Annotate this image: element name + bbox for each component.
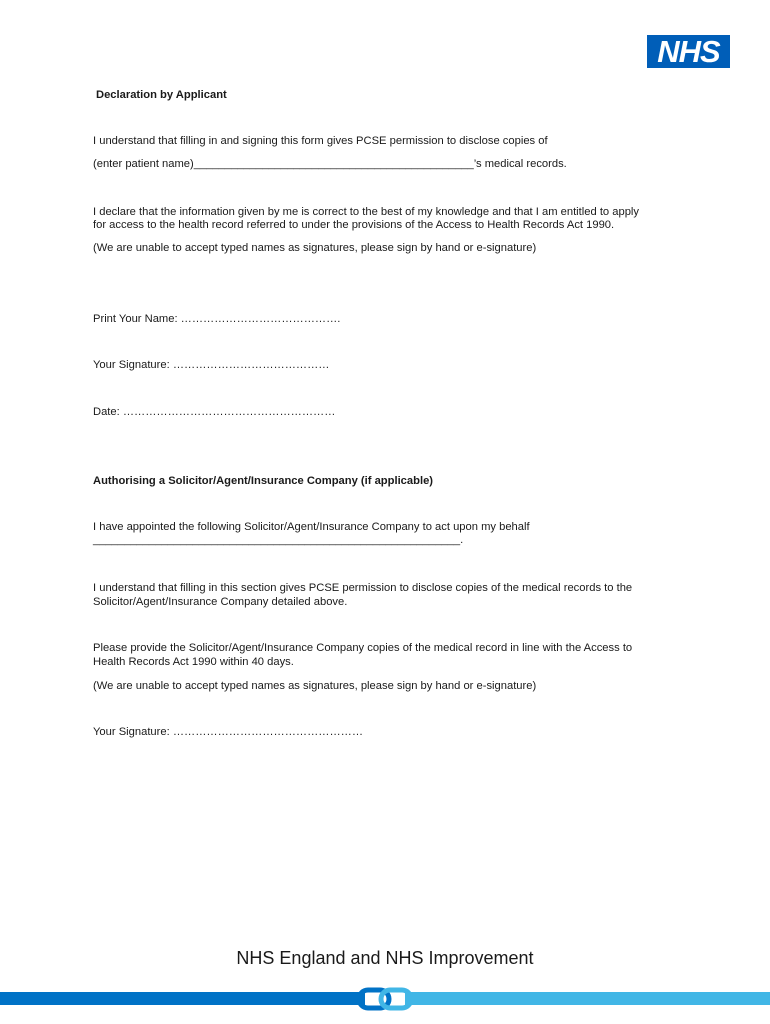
nhs-logo: NHS — [647, 35, 730, 68]
declaration-line1: I understand that filling in and signing this form gives PCSE permission to disclose copies of — [93, 135, 548, 147]
patient-name-field[interactable]: (enter patient name)_____________________________________________’s medical records. — [93, 158, 567, 170]
understand-line2: Solicitor/Agent/Insurance Company detailed above. — [93, 596, 348, 608]
declaration-note: (We are unable to accept typed names as signatures, please sign by hand or e-signature) — [93, 242, 537, 254]
declaration-heading: Declaration by Applicant — [96, 89, 227, 101]
declaration-para2-line1: I declare that the information given by me is correct to the best of my knowledge and that I am entitled to apply — [93, 206, 639, 218]
footer-bar-dark — [0, 992, 365, 1005]
footer-title: NHS England and NHS Improvement — [236, 948, 534, 968]
agent-name-field[interactable]: ___________________________________________________________. — [93, 534, 464, 546]
print-name-field[interactable]: Print Your Name: ……………………………………. — [93, 313, 341, 325]
authorising-heading: Authorising a Solicitor/Agent/Insurance Company (if applicable) — [93, 475, 434, 487]
date-field[interactable]: Date: ………………………………………………… — [93, 406, 336, 418]
footer-bar-light — [405, 992, 770, 1005]
provide-line2: Health Records Act 1990 within 40 days. — [93, 656, 294, 668]
authorising-note: (We are unable to accept typed names as signatures, please sign by hand or e-signature) — [93, 680, 537, 692]
link-icon — [357, 986, 413, 1012]
appointed-line1: I have appointed the following Solicitor/Agent/Insurance Company to act upon my behalf — [93, 521, 530, 533]
agent-signature-field[interactable]: Your Signature: …………………………………………… — [93, 726, 364, 738]
provide-line1: Please provide the Solicitor/Agent/Insurance Company copies of the medical record in line with the Access to — [93, 642, 633, 654]
signature-field[interactable]: Your Signature: …………………………………… — [93, 359, 330, 371]
understand-line1: I understand that filling in this section gives PCSE permission to disclose copies of the medical records to the — [93, 582, 633, 594]
declaration-para2-line2: for access to the health record referred to under the provisions of the Access to Health Records Act 1990. — [93, 219, 615, 231]
